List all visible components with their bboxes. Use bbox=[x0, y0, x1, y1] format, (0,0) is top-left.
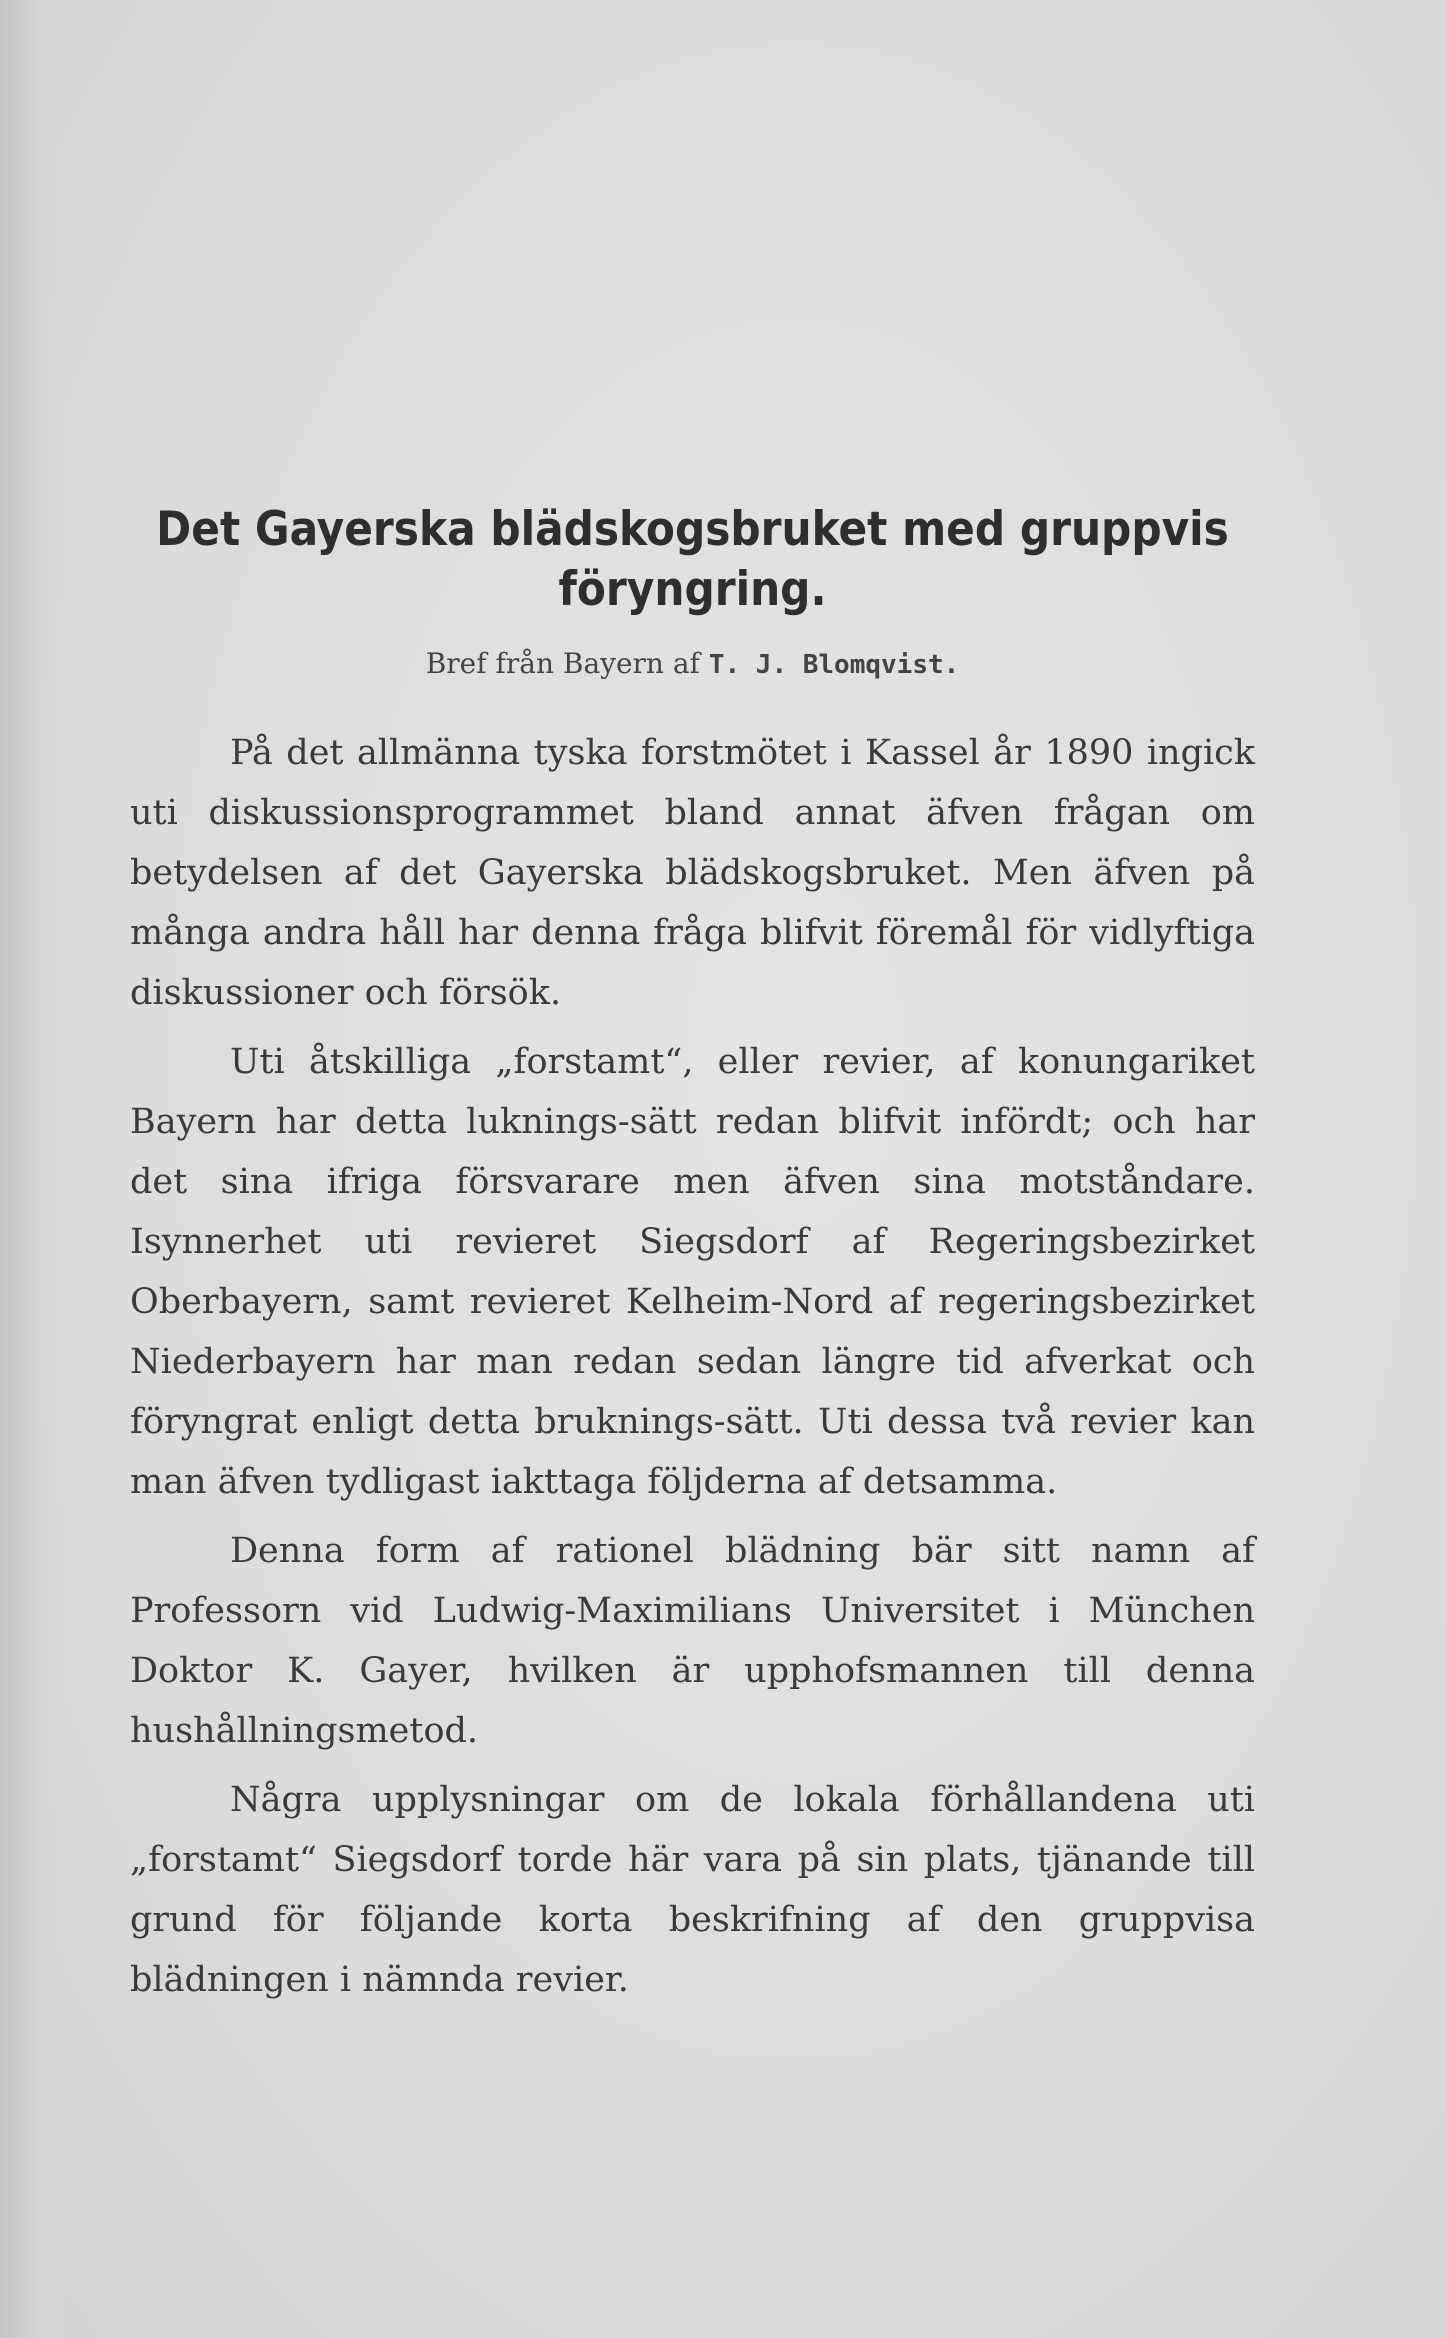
page-spine-shadow bbox=[0, 0, 70, 2338]
byline-author: T. J. Blomqvist. bbox=[708, 650, 960, 680]
article-title: Det Gayerska blädskogsbruket med gruppvis föryngring. bbox=[156, 502, 1229, 617]
paragraph: På det allmänna tyska forstmötet i Kassel år 1890 ingick uti diskussionsprogrammet bland annat äfven frågan om betydelsen af det Gayerska blädskogsbruket. Men äfven på många andra håll har denna fråga blifvit föremål för vidlyftiga diskussioner och försök. bbox=[130, 733, 1255, 1013]
article bbox=[130, 500, 1255, 2010]
paragraph: Uti åtskilliga „forstamt“, eller revier, af konungariket Bayern har detta luknings-sätt redan blifvit infördt; och har det sina ifriga försvarare men äfven sina motståndare. Isynnerhet uti revieret Siegsdorf af Regeringsbezirket Oberbayern, samt revieret Kelheim-Nord af regeringsbezirket Niederbayern har man redan sedan längre tid afverkat och föryngrat enligt detta bruknings-sätt. Uti dessa två revier kan man äfven tydligast iakttaga följderna af detsamma. bbox=[130, 1042, 1255, 1502]
byline-prefix: Bref från Bayern af bbox=[425, 647, 709, 680]
paragraph: Några upplysningar om de lokala förhållandena uti „forstamt“ Siegsdorf torde här vara på sin plats, tjänande till grund för följande korta beskrifning af den gruppvisa blädningen i nämnda revier. bbox=[130, 1780, 1255, 2000]
paragraph: Denna form af rationel blädning bär sitt namn af Professorn vid Ludwig-Maximilians Universitet i München Doktor K. Gayer, hvilken är upphofsmannen till denna hushållningsmetod. bbox=[130, 1531, 1255, 1751]
article-byline bbox=[130, 644, 1255, 685]
